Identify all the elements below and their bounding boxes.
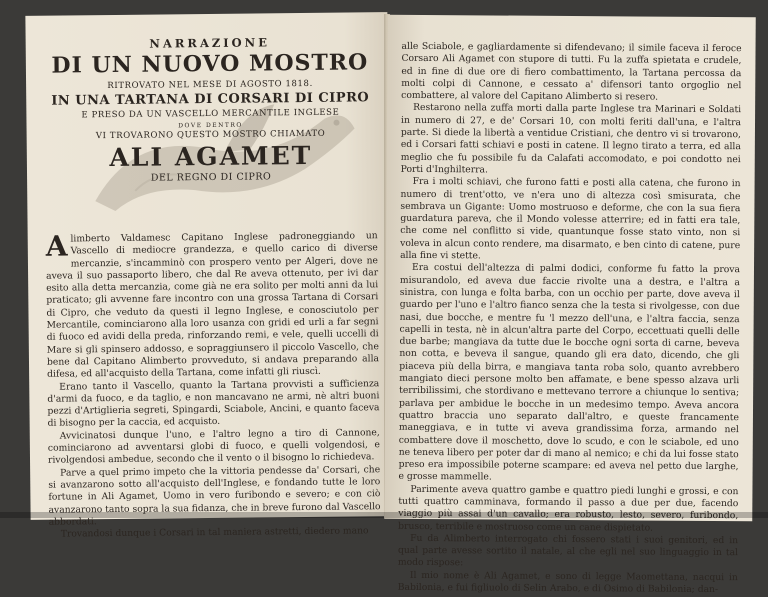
title-nuovo-mostro: DI UN NUOVO MOSTRO [51, 49, 369, 79]
left-body-text [46, 230, 381, 541]
title-narrazione: NARRAZIONE [149, 35, 271, 51]
title-preso: E PRESO DA UN VASCELLO MERCANTILE INGLESE [81, 107, 340, 121]
paragraph: Era costui dell'altezza di palmi dodici, conforme fu fatto la prova misurandolo, ed aveva due faccie rivolte una a destra, e l'altra a sinistra, con lunga e folta barba, con un occhio per parte, dove aveva il guardo per l'uno e l'altro fianco senza che la testa si rivolgesse, con due nasi, due bocche, e mentre fu 'l mezzo dell'una, e l'altra faccia, senza capelli in testa, nè in alcun'altra parte del Corpo, eccettuati quelli delle due barbe; mangiava da tutte due le bocche ogni sorta di carne, beveva non cotta, e beveva il sangue, quando gli era dato, dicendo, che gli piaceva più della birra, e mangiava tanta roba solo, quanto avrebbero mangiato dieci persone molto ben affamate, e bene spesso alzava urli terribilissimi, che stordivano e mettevano terrore a chiunque lo sentiva; parlava per ambidue le bocche in un medesimo tempo. Aveva ancora quattro braccia uno separato dall'altro, e queste francamente maneggiava, e in tutte vi aveva grandissima forza, armando nel combattere dove il moschetto, dove lo scudo, e con le sciabole, ed uno ne teneva libero per poter dar di mano al nemico; e chi da lui fosse stato preso era impossibile poterne scampare: ed aveva nel petto due larghe, e grosse mammelle. [398, 262, 741, 483]
paragraph: Parimente aveva quattro gambe e quattro piedi lunghi e grossi, e con tutti quattro camminava, formando il passo a due per due, facendo viaggio più assai d'un cavallo; era robusto, lesto, severo, furibondo, brusco, terribile e mostruoso come un cane dispietato. [398, 483, 739, 534]
title-dove-dentro: DOVE DENTRO [178, 121, 243, 130]
title-block [44, 34, 378, 227]
bottom-shadow [0, 512, 768, 518]
title-ali-agamet: ALI AGAMET [109, 140, 313, 173]
title-vi-trovarono: VI TROVARONO QUESTO MOSTRO CHIAMATO [95, 128, 326, 142]
paragraph-text: limberto Valdamesc Capitano Inglese padroneggiando un Vascello di mediocre grandezza, e quello carico di diverse mercanzie, s'incamminò con prospero vento per Algeri, dove ne aveva il suo passaporto libero, che dal Re aveva ottenuto, per ivi dar esito alla detta mercanzia, come già ne era solito per molti anni da lui praticato; gli avvenne fare incontro con una grossa Tartana di Corsari di Cipro, che veduto da questi il legno Inglese, e conosciutolo per Mercantile, cominciarono alla loro usanza con gridi ed urli a far segni di fuoco ed avidi della preda, rinforzando remi, e vele, quelli uccelli di Mare si gli spinsero addosso, e sopraggiunsero il piccolo Vascello, che bene dal Capitano Alimberto provveduto, si andava preparando alla difesa, ed all'acquisto della Tartana, come infatti gli riuscì. [46, 230, 380, 380]
paragraph: Trovandosi dunque i Corsari in tal maniera astretti, diedero mano [60, 525, 369, 540]
paragraph: Fra i molti schiavi, che furono fatti e posti alla catena, che furono in numero di trent'otto, ve n'era uno di altezza così smisurata, che sembrava un Gigante: Uomo mostruoso e deforme, che con la sua fiera guardatura pareva, che il Mondo volesse atterrire; ed in fatti era tale, che come nel conflitto si vide, quantunque fosse stato vinto, non si voleva in alcun conto rendere, ma disarmato, e ben cinto di catene, pure alla fine vi stette. [400, 176, 741, 262]
paragraph: Parve a quel primo impeto che la vittoria pendesse da' Corsari, che si avanzarono sotto all'acquisto dell'Inglese, e fondando tutte le loro fortune in Ali Agamet, Uomo in vero furibondo e severo; e con ciò avanzarono tanto sopra la sua fidanza, che in breve furono dal Vascello abbordati. [48, 463, 381, 528]
left-page [25, 12, 392, 540]
paragraph: Il mio nome è Ali Agamet, e sono di legge Maomettana, nacqui in Babilonia, e fui figliuolo di Selin Arabo, e di Osimo di Babilonia; dan- [397, 569, 738, 596]
paragraph: Restarono nella zuffa morti dalla parte Inglese tra Marinari e Soldati in numero di 27, e de' Corsari 10, con molti feriti dall'una, e l'altra parte. Si diede la libertà a ventidue Cristiani, che dentro vi si trovarono, ed i Corsari fatti schiavi e posti in catene. Il legno tirato a terra, ed alla meglio che fu possibile fu da Calafati accomodato, e poi condotto nei Porti d'Inghilterra. [400, 102, 742, 176]
drop-cap: A [45, 229, 68, 263]
paragraph [46, 230, 380, 381]
title-regno: DEL REGNO DI CIPRO [150, 171, 272, 184]
paragraph: Erano tanto il Vascello, quanto la Tartana provvisti a sufficienza d'armi da fuoco, e da taglio, e non mancavano ne armi, nè altri buoni pezzi d'Artiglieria segreti, Spingardi, Sciabole, Ancini, e quanto faceva di bisogno per la caccia, ed acquisto. [47, 377, 380, 430]
right-page [384, 15, 756, 596]
title-ritrovato: RITROVATO NEL MESE DI AGOSTO 1818. [107, 78, 313, 92]
paragraph: alle Sciabole, e gagliardamente si difendevano; il simile faceva il feroce Corsaro Ali Agamet con stupore di tutti. Fu la zuffa spietata e crudele, ed in fine di due ore di fiero combattimento, la Tartana percossa da molti colpi di Cannone, e cessato a' difensori tanto orgoglio nel combattere, al valore del Capitano Alimberto si resero. [401, 40, 742, 103]
title-tartana: IN UNA TARTANA DI CORSARI DI CIPRO [51, 90, 370, 109]
paragraph: Avvicinatosi dunque l'uno, e l'altro legno a tiro di Cannone, cominciarono ad avventarsi globi di fuoco, e quelli volgendosi, e rivolgendosi ambedue, secondo che il vento o il bisogno lo richiedeva. [47, 426, 380, 467]
paragraph: Fu da Alimberto interrogato chi fossero stati i suoi genitori, ed in qual parte avesse sortito il natale, al che egli nel suo linguaggio in tal modo rispose: [397, 532, 739, 569]
